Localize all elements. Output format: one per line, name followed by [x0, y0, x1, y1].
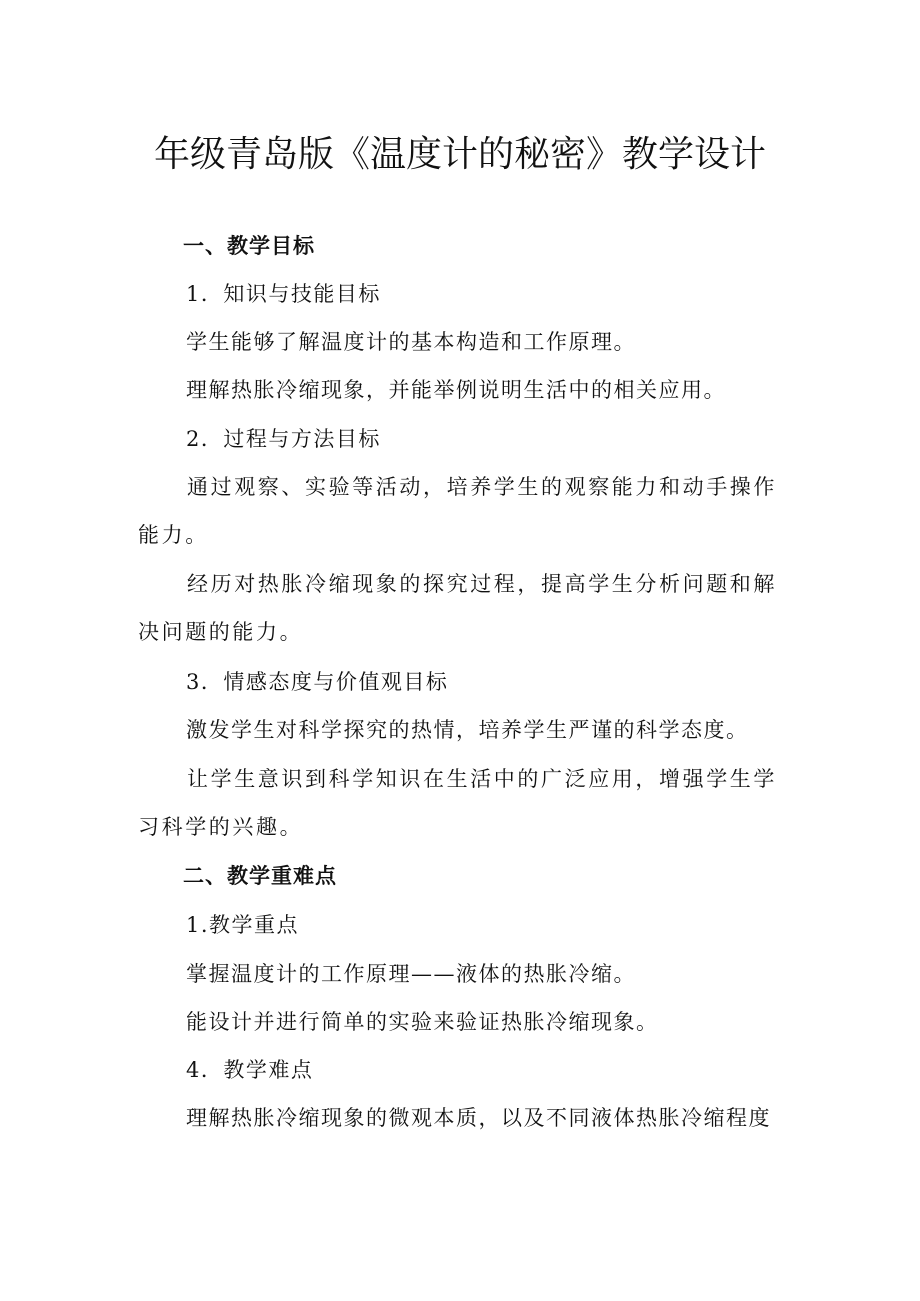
subheading-knowledge-skills: 1．知识与技能目标	[186, 282, 381, 306]
paragraph: 通过观察、实验等活动，培养学生的观察能力和动手操作能力。	[138, 475, 777, 547]
paragraph: 理解热胀冷缩现象，并能举例说明生活中的相关应用。	[186, 378, 726, 402]
document-title: 年级青岛版《温度计的秘密》教学设计	[153, 134, 766, 175]
section-heading-key-difficult-points: 二、教学重难点	[183, 864, 337, 888]
subheading-emotion-values: 3．情感态度与价值观目标	[186, 670, 449, 694]
paragraph: 经历对热胀冷缩现象的探究过程，提高学生分析问题和解决问题的能力。	[138, 572, 777, 644]
paragraph: 学生能够了解温度计的基本构造和工作原理。	[186, 330, 636, 354]
paragraph: 激发学生对科学探究的热情，培养学生严谨的科学态度。	[186, 718, 749, 742]
subheading-difficult-points: 4．教学难点	[186, 1058, 314, 1082]
paragraph: 掌握温度计的工作原理——液体的热胀冷缩。	[186, 962, 636, 986]
subheading-key-points: 1.教学重点	[186, 913, 300, 937]
paragraph: 能设计并进行简单的实验来验证热胀冷缩现象。	[186, 1010, 659, 1034]
paragraph: 让学生意识到科学知识在生活中的广泛应用，增强学生学习科学的兴趣。	[138, 767, 777, 839]
paragraph: 理解热胀冷缩现象的微观本质，以及不同液体热胀冷缩程度	[186, 1106, 771, 1130]
section-heading-objectives: 一、教学目标	[183, 234, 315, 258]
subheading-process-methods: 2．过程与方法目标	[186, 427, 381, 451]
